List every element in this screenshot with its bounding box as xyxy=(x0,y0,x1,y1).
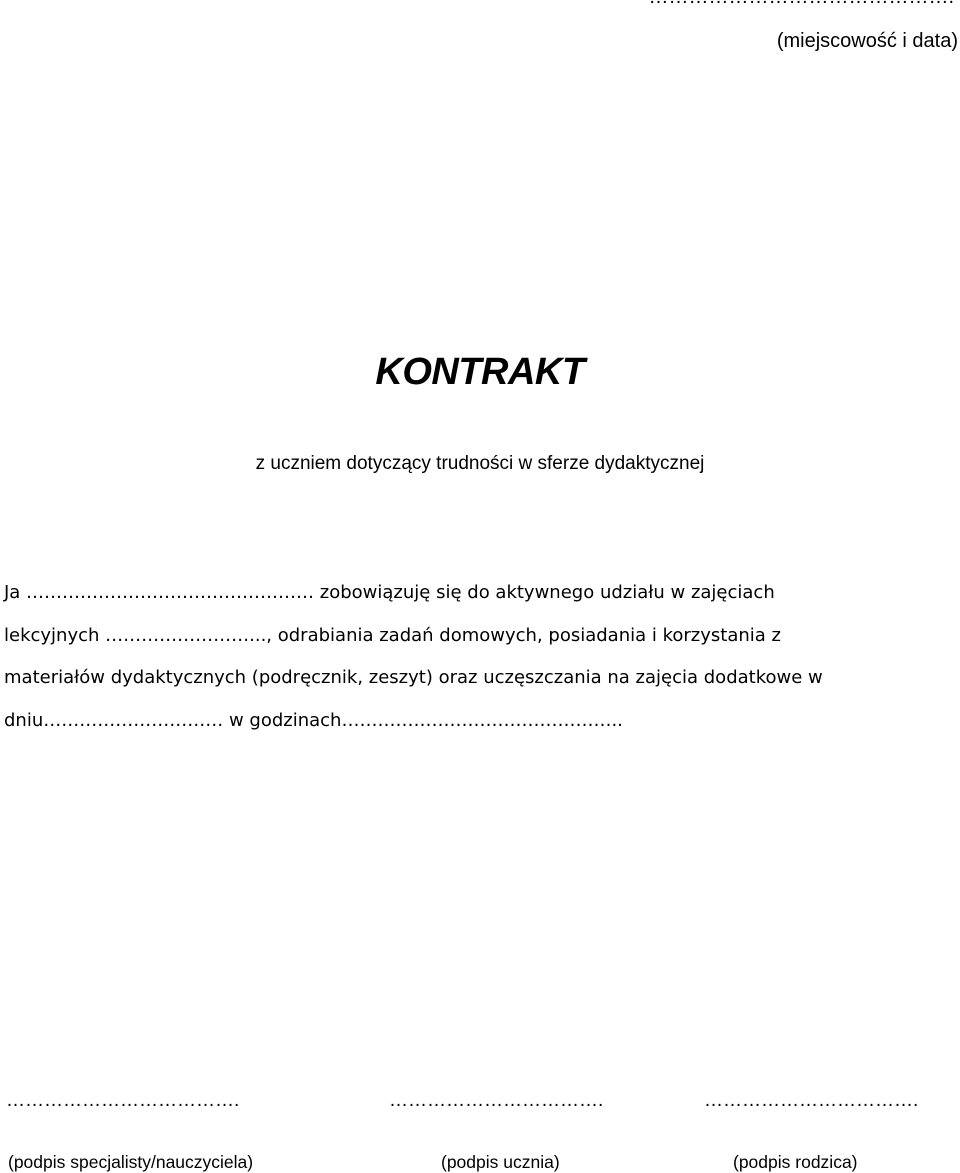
teacher-signature-label: (podpis specjalisty/nauczyciela) xyxy=(8,1152,254,1172)
contract-body-line: Ja ………………………………………… zobowiązuję się do aktywnego udziału w zajęciach xyxy=(4,582,775,603)
contract-body-line: dniu………………………… w godzinach……………………………………….. xyxy=(4,709,623,731)
parent-signature-label: (podpis rodzica) xyxy=(733,1152,858,1172)
teacher-signature-line: ………………………………. xyxy=(6,1090,240,1111)
contract-body-line: lekcyjnych ……………………..., odrabiania zadań domowych, posiadania i korzystania z xyxy=(4,624,781,646)
document-subtitle: z uczniem dotyczący trudności w sferze dydaktycznej xyxy=(255,453,705,474)
date-placeholder-dots xyxy=(648,0,954,9)
contract-body-line: materiałów dydaktycznych (podręcznik, zeszyt) oraz uczęszczania na zajęcia dodatkowe w xyxy=(4,667,823,688)
date-place-label: (miejscowość i data) xyxy=(776,30,958,52)
parent-signature-line: ……………………………. xyxy=(704,1090,919,1111)
contract-body xyxy=(4,572,954,742)
student-signature-label: (podpis ucznia) xyxy=(441,1152,560,1172)
document-title: KONTRAKT xyxy=(375,351,585,393)
student-signature-line: ……………………………. xyxy=(389,1090,604,1111)
